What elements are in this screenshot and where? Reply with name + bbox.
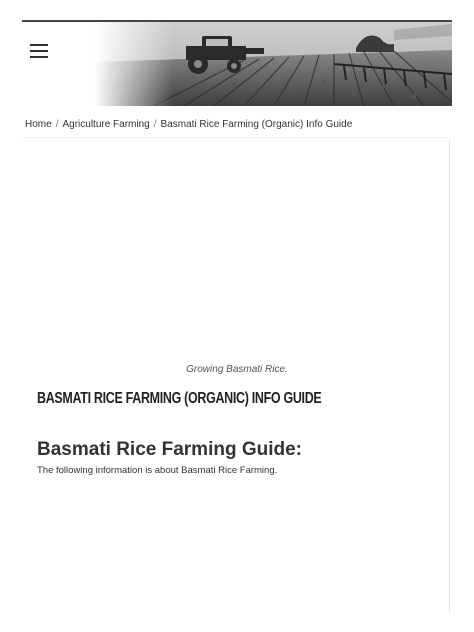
breadcrumb-divider (22, 137, 448, 138)
site-header (22, 20, 452, 108)
breadcrumb-separator: / (55, 119, 59, 130)
article-intro-text: The following information is about Basmati Rice Farming. (37, 465, 278, 476)
breadcrumb (25, 118, 450, 132)
header-banner-image (94, 22, 452, 106)
image-caption: Growing Basmati Rice. (186, 364, 288, 375)
article-heading: Basmati Rice Farming Guide: (37, 439, 303, 460)
breadcrumb-home-link[interactable]: Home (25, 119, 52, 130)
breadcrumb-current-page: Basmati Rice Farming (Organic) Info Guide (160, 119, 353, 130)
breadcrumb-separator: / (153, 119, 157, 130)
hamburger-menu-icon[interactable] (30, 44, 48, 58)
breadcrumb-category-link[interactable]: Agriculture Farming (62, 119, 150, 130)
content-border (449, 140, 450, 612)
post-title: BASMATI RICE FARMING (ORGANIC) INFO GUIDE (37, 390, 322, 407)
